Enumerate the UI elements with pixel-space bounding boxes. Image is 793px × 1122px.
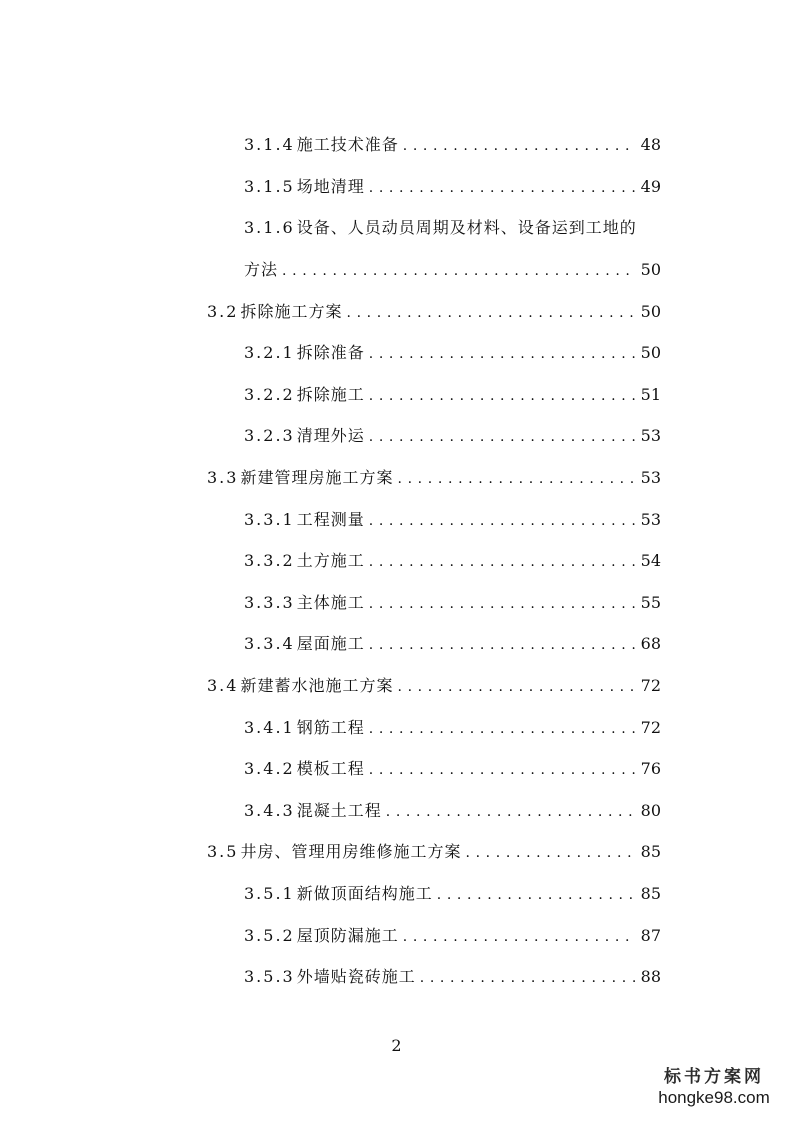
- toc-entry-number: 3.3.4: [244, 634, 295, 653]
- toc-entry-page: 88: [640, 967, 661, 986]
- toc-entry-page: 50: [640, 343, 661, 362]
- toc-entry-page: 76: [640, 759, 661, 778]
- toc-entry[interactable]: [207, 673, 661, 699]
- toc-entry-page: 80: [640, 801, 661, 820]
- toc-entry-page: 87: [640, 926, 661, 945]
- toc-leader-dots: [369, 340, 635, 367]
- toc-entry[interactable]: [244, 756, 661, 782]
- toc-entry-number: 3.1.4: [244, 135, 295, 154]
- toc-entry-page: 53: [640, 510, 661, 529]
- toc-entry-number: 3.2: [207, 302, 239, 321]
- toc-entry-title: 模板工程: [296, 759, 365, 778]
- toc-entry-number: 3.3.2: [244, 551, 295, 570]
- toc-leader-dots: [369, 756, 635, 783]
- toc-entry-title: 清理外运: [296, 426, 365, 445]
- watermark-name: 标书方案网: [664, 1067, 764, 1087]
- toc-entry-page: 85: [640, 884, 661, 903]
- toc-entry-page: 51: [640, 385, 661, 404]
- watermark-url: hongke98.com: [658, 1088, 770, 1107]
- toc-entry-page: 50: [640, 302, 661, 321]
- toc-entry-title: 设备、人员动员周期及材料、设备运到工地的: [296, 218, 637, 237]
- toc-leader-dots: [282, 257, 635, 284]
- toc-entry-number: 3.3.3: [244, 593, 295, 612]
- toc-entry-title: 土方施工: [296, 551, 365, 570]
- toc-entry-title: 工程测量: [296, 510, 365, 529]
- toc-entry[interactable]: [244, 340, 661, 366]
- toc-entry-continuation[interactable]: [244, 257, 661, 283]
- toc-entry-page: 53: [640, 468, 661, 487]
- toc-entry-title: 施工技术准备: [296, 135, 399, 154]
- toc-entry-title: 新做顶面结构施工: [296, 884, 433, 903]
- toc-entry-number: 3.3: [207, 468, 239, 487]
- toc-entry-number: 3.2.1: [244, 343, 295, 362]
- toc-entry-title: 新建蓄水池施工方案: [240, 676, 394, 695]
- toc-entry[interactable]: [244, 382, 661, 408]
- toc-entry-page: 72: [640, 676, 661, 695]
- toc-leader-dots: [369, 631, 635, 658]
- toc-entry-page: 68: [640, 634, 661, 653]
- toc-entry-page: 50: [640, 260, 661, 279]
- toc-leader-dots: [403, 132, 635, 159]
- toc-entry[interactable]: [244, 923, 661, 949]
- toc-entry-number: 3.3.1: [244, 510, 295, 529]
- toc-entry-number: 3.4: [207, 676, 239, 695]
- toc-entry[interactable]: [244, 423, 661, 449]
- toc-entry-number: 3.5.3: [244, 967, 295, 986]
- toc-entry[interactable]: [207, 299, 661, 325]
- toc-leader-dots: [346, 299, 634, 326]
- toc-entry-number: 3.5: [207, 842, 239, 861]
- toc-leader-dots: [420, 964, 635, 991]
- toc-entry-page: 49: [640, 177, 661, 196]
- toc-entry-number: 3.4.3: [244, 801, 295, 820]
- toc-entry[interactable]: [244, 174, 661, 200]
- toc-leader-dots: [369, 507, 635, 534]
- toc-entry-title-continuation: 方法: [244, 260, 279, 279]
- watermark-logo: [649, 1062, 779, 1108]
- toc-entry[interactable]: [244, 631, 661, 657]
- toc-leader-dots: [403, 923, 635, 950]
- toc-entry-page: 55: [640, 593, 661, 612]
- toc-entry[interactable]: [244, 590, 661, 616]
- toc-entry[interactable]: [244, 132, 661, 158]
- toc-entry[interactable]: [207, 465, 661, 491]
- toc-entry-page: 85: [640, 842, 661, 861]
- toc-leader-dots: [397, 465, 634, 492]
- toc-entry-title: 主体施工: [296, 593, 365, 612]
- toc-entry[interactable]: [244, 964, 661, 990]
- toc-entry[interactable]: [244, 548, 661, 574]
- toc-leader-dots: [369, 382, 635, 409]
- toc-entry-page: 48: [640, 135, 661, 154]
- toc-entry[interactable]: [244, 798, 661, 824]
- toc-entry-number: 3.5.1: [244, 884, 295, 903]
- toc-entry-number: 3.4.1: [244, 718, 295, 737]
- toc-entry-title: 外墙贴瓷砖施工: [296, 967, 416, 986]
- toc-entry[interactable]: [244, 215, 661, 241]
- toc-entry-page: 53: [640, 426, 661, 445]
- toc-entry[interactable]: [244, 881, 661, 907]
- toc-entry-number: 3.5.2: [244, 926, 295, 945]
- toc-entry-page: 72: [640, 718, 661, 737]
- toc-entry-title: 拆除施工: [296, 385, 365, 404]
- toc-leader-dots: [386, 798, 635, 825]
- toc-leader-dots: [437, 881, 635, 908]
- toc-leader-dots: [465, 839, 634, 866]
- toc-entry-number: 3.1.6: [244, 218, 295, 237]
- toc-leader-dots: [369, 590, 635, 617]
- toc-entry-title: 屋面施工: [296, 634, 365, 653]
- page-number: 2: [391, 1036, 402, 1055]
- toc-entry-number: 3.1.5: [244, 177, 295, 196]
- toc-entry-title: 屋顶防漏施工: [296, 926, 399, 945]
- toc-entry-page: 54: [640, 551, 661, 570]
- toc-entry[interactable]: [244, 507, 661, 533]
- toc-entry-title: 新建管理房施工方案: [240, 468, 394, 487]
- toc-leader-dots: [369, 548, 635, 575]
- toc-leader-dots: [369, 715, 635, 742]
- toc-entry-title: 井房、管理用房维修施工方案: [240, 842, 462, 861]
- toc-leader-dots: [397, 673, 634, 700]
- toc-entry-title: 钢筋工程: [296, 718, 365, 737]
- toc-entry-title: 场地清理: [296, 177, 365, 196]
- toc-entry-number: 3.2.3: [244, 426, 295, 445]
- toc-entry-title: 混凝土工程: [296, 801, 382, 820]
- toc-leader-dots: [369, 174, 635, 201]
- toc-entry-title: 拆除施工方案: [240, 302, 343, 321]
- toc-entry[interactable]: [207, 839, 661, 865]
- toc-entry-number: 3.4.2: [244, 759, 295, 778]
- toc-leader-dots: [369, 423, 635, 450]
- toc-entry[interactable]: [244, 715, 661, 741]
- toc-entry-title: 拆除准备: [296, 343, 365, 362]
- toc-entry-number: 3.2.2: [244, 385, 295, 404]
